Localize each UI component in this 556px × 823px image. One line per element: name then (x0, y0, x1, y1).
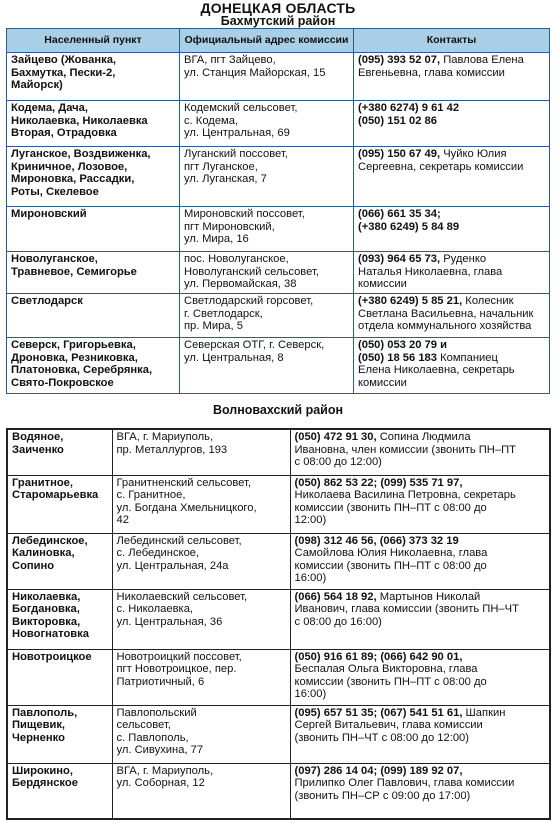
address-line: ВГА, пгт Зайцево, (184, 54, 276, 66)
place-line: Кодема, Дача, (11, 102, 88, 114)
contact-line: Николаева Василина Петровна, секретарь (294, 489, 516, 502)
address-line: с. Лебединское, (116, 547, 200, 560)
contact-line: 16:00) (294, 688, 327, 701)
place-line: Северск, Григорьевка, (11, 339, 136, 351)
phone-number: (050) 862 53 22; (099) 535 71 97, (294, 476, 463, 489)
place-cell (7, 705, 112, 763)
phone-number: (095) 657 51 35; (067) 541 51 61, (294, 706, 463, 719)
contact-line: комиссии (358, 278, 407, 291)
address-line: пр. Металлургов, 193 (116, 443, 228, 456)
address-line: Гранитненский сельсовет, (116, 476, 251, 489)
address-cell (112, 429, 290, 475)
contact-line: с 08:00 до 12:00) (294, 456, 382, 469)
address-line: пгт Новотроицкое, пер. (116, 663, 237, 676)
contact-line: комиссии (звонить ПН–ПТ с 08:00 до (294, 559, 487, 572)
contact-cell (290, 763, 550, 819)
address-line: Новотроицкий поссовет, (116, 650, 242, 663)
column-header-contacts: Контакты (354, 29, 550, 53)
address-cell (180, 147, 354, 207)
contact-line: Самойлова Юлия Николаевна, глава (294, 547, 488, 560)
contact-line: Елена Николаевна, секретарь (358, 364, 515, 377)
contact-line: с 08:00 до 16:00) (294, 615, 382, 628)
contact-person: Сопина Людмила (376, 431, 471, 443)
place-line: Вторая, Отрадовка (11, 127, 117, 140)
address-line: ул. Станция Майорская, 15 (184, 66, 326, 79)
phone-number: (050) 472 91 30, (294, 431, 377, 443)
place-cell (7, 763, 112, 819)
district-heading-volnovakha: Волновахский район (212, 403, 344, 417)
address-line: ул. Центральная, 36 (116, 615, 223, 628)
contact-line (295, 431, 546, 444)
place-line: Мироновский (11, 208, 87, 220)
place-line: Черненко (12, 731, 65, 744)
table-row (7, 338, 550, 394)
address-cell (112, 705, 290, 763)
contact-line (358, 54, 545, 67)
phone-number: (+380 6274) 9 61 42 (358, 102, 460, 114)
place-cell (7, 101, 180, 147)
phone-number: (050) 151 02 86 (358, 114, 437, 127)
contact-cell (354, 53, 550, 101)
place-line: Роты, Скелевое (11, 185, 99, 198)
place-line: Николаевка, (12, 590, 81, 603)
contact-person: Павлова Елена (440, 54, 524, 66)
address-line: ул. Первомайская, 38 (184, 278, 297, 291)
column-header-place: Населенный пункт (7, 29, 180, 53)
phone-number: (050) 916 61 89; (066) 642 90 01, (294, 650, 463, 663)
contact-line: Сергей Витальевич, глава комиссии (294, 719, 483, 732)
contact-line (358, 352, 545, 365)
place-line: Криничное, Лозовое, (11, 160, 128, 173)
phone-number: (097) 286 14 04; (099) 189 92 07, (294, 764, 463, 777)
contact-line (295, 591, 546, 604)
address-line: Светлодарский горсовет, (184, 295, 314, 307)
place-line: Павлополь, (12, 706, 78, 719)
address-line: 42 (116, 514, 129, 527)
table-row (7, 252, 550, 294)
address-line: ул. Луганская, 7 (184, 173, 267, 186)
table-row (7, 53, 550, 101)
contact-person: Компаниец (437, 351, 498, 364)
address-line: Луганский поссовет, (184, 148, 288, 160)
table-row (7, 589, 550, 649)
table-row (7, 147, 550, 207)
address-line: пгт Луганское, (184, 160, 258, 173)
contact-cell (354, 252, 550, 294)
contact-line: Прилипко Олег Павлович, глава комиссии (294, 777, 515, 790)
address-cell (112, 475, 290, 533)
contact-line: комиссии (звонить ПН–ПТ с 08:00 до (294, 675, 487, 688)
contact-line: Иванович, глава комиссии (звонить ПН–ЧТ (294, 603, 519, 616)
address-line: Северская ОТГ, г. Северск, (184, 339, 325, 351)
contact-line: Сергеевна, секретарь комиссии (358, 160, 524, 173)
place-cell (7, 533, 112, 589)
place-line: Платоновка, Серебрянка, (11, 364, 153, 377)
contact-line: комиссии (звонить ПН–ПТ с 08:00 до (294, 501, 487, 514)
place-line: Старомарьевка (12, 489, 99, 502)
address-line: ул. Богдана Хмельницкого, (116, 501, 257, 514)
table-row (7, 475, 550, 533)
address-cell (180, 207, 354, 252)
phone-number: (+380 6249) 5 85 21, (358, 295, 463, 307)
table-row (7, 429, 550, 475)
address-line: Новолуганский сельсовет, (184, 265, 319, 278)
address-line: Кодемский сельсовет, (184, 102, 298, 114)
contact-cell (290, 533, 550, 589)
contact-line: Беспалая Ольга Викторовна, глава (294, 663, 478, 676)
phone-number: (095) 150 67 49, (358, 148, 441, 160)
contact-cell (354, 294, 550, 338)
contact-person: Мартынов Николай (376, 590, 481, 603)
table-row (7, 649, 550, 705)
contact-person: Колесник (462, 295, 514, 307)
contact-line (358, 253, 545, 266)
contact-line: Ивановна, член комиссии (звонить ПН–ПТ (294, 443, 516, 456)
table-row (7, 763, 550, 819)
contact-person: Чуйко Юлия (440, 148, 507, 160)
address-line: Лебединский сельсовет, (116, 534, 242, 547)
phone-number: (050) 053 20 79 и (358, 339, 447, 351)
place-cell (7, 294, 180, 338)
contact-line: (звонить ПН–ЧТ с 08:00 до 12:00) (294, 731, 470, 744)
address-line: с. Николаевка, (116, 603, 194, 616)
contact-line (295, 707, 546, 720)
contact-line: 12:00) (294, 514, 327, 527)
table-row (7, 705, 550, 763)
place-line: Мироновка, Рассадки, (11, 173, 135, 186)
column-header-address: Официальный адрес комиссии (180, 29, 354, 53)
phone-number: (095) 393 52 07, (358, 54, 441, 66)
place-line: Николаевка, Николаевка (11, 114, 148, 127)
place-cell (7, 147, 180, 207)
contact-line: отдела коммунального хозяйства (358, 320, 532, 333)
address-line: с. Кодема, (184, 114, 239, 127)
address-line: ул. Сивухина, 77 (116, 744, 204, 757)
address-line: Мироновский поссовет, (184, 208, 305, 220)
address-line: ул. Центральная, 8 (184, 351, 284, 364)
address-cell (112, 763, 290, 819)
address-cell (112, 649, 290, 705)
place-line: Зайцево (Жованка, (11, 54, 117, 66)
address-line: сельсовет, (116, 719, 171, 732)
address-line: Павлопольский (116, 706, 197, 719)
place-cell (7, 53, 180, 101)
contact-line: 16:00) (294, 572, 327, 585)
phone-number: (093) 964 65 73, (358, 253, 441, 265)
address-cell (180, 252, 354, 294)
place-line: Бахмутка, Пески-2, (11, 66, 116, 79)
address-line: ул. Центральная, 24а (116, 559, 229, 572)
place-line: Сопино (12, 559, 55, 572)
place-line: Калиновка, (12, 547, 75, 560)
contact-person: Руденко (440, 253, 487, 265)
place-cell (7, 207, 180, 252)
place-line: Новолуганское, (11, 253, 98, 265)
place-line: Широкино, (12, 764, 73, 777)
contact-cell (354, 338, 550, 394)
contact-cell (290, 649, 550, 705)
address-line: пгт Мироновский, (184, 220, 275, 233)
address-line: ул. Центральная, 69 (184, 127, 290, 140)
place-line: Новотроицкое (12, 650, 92, 663)
contact-line (295, 765, 546, 778)
phone-number: (098) 312 46 56, (066) 373 32 19 (294, 534, 459, 547)
contact-cell (354, 101, 550, 147)
table-row (7, 533, 550, 589)
address-line: ВГА, г. Мариуполь, (116, 431, 214, 443)
place-line: Заиченко (12, 443, 64, 456)
phone-number: (050) 18 56 183 (358, 351, 437, 364)
contact-cell (290, 429, 550, 475)
table-row (7, 207, 550, 252)
address-cell (180, 338, 354, 394)
place-line: Пищевик, (12, 719, 66, 732)
place-line: Дроновка, Резниковка, (11, 351, 138, 364)
place-cell (7, 252, 180, 294)
contact-line: комиссии (358, 376, 407, 389)
address-cell (180, 294, 354, 338)
district-heading-bakhmut: Бахмутский район (220, 14, 336, 28)
contact-line (295, 651, 546, 664)
address-line: пос. Новолуганское, (184, 253, 289, 265)
contact-line (358, 295, 545, 308)
contact-cell (354, 147, 550, 207)
address-line: с. Гранитное, (116, 489, 186, 502)
address-cell (112, 533, 290, 589)
phone-number: (066) 564 18 92, (294, 590, 377, 603)
place-cell (7, 429, 112, 475)
contact-cell (354, 207, 550, 252)
place-line: Бердянское (12, 777, 78, 790)
place-line: Светлодарск (11, 295, 83, 307)
address-cell (180, 101, 354, 147)
place-line: Гранитное, (12, 476, 74, 489)
place-line: Водяное, (12, 431, 64, 443)
place-line: Свято-Покровское (11, 376, 114, 389)
address-line: Николаевский сельсовет, (116, 590, 248, 603)
place-cell (7, 649, 112, 705)
place-cell (7, 589, 112, 649)
address-line: с. Павлополь, (116, 731, 189, 744)
address-cell (112, 589, 290, 649)
place-cell (7, 475, 112, 533)
contact-cell (290, 475, 550, 533)
page-title: ДОНЕЦКАЯ ОБЛАСТЬ (200, 0, 356, 16)
contact-line: Наталья Николаевна, глава (358, 265, 503, 278)
contact-person: Шапкин (462, 706, 506, 719)
place-line: Майорск) (11, 79, 63, 92)
contact-line (295, 535, 546, 548)
contact-line: (звонить ПН–СР с 09:00 до 17:00) (294, 789, 471, 802)
contact-line (358, 148, 545, 161)
table-row (7, 294, 550, 338)
phone-number: (+380 6249) 5 84 89 (358, 220, 460, 233)
contact-line: Светлана Васильевна, начальник (358, 307, 534, 320)
table-row (7, 101, 550, 147)
contact-line: Евгеньевна, глава комиссии (358, 66, 505, 79)
contact-cell (290, 589, 550, 649)
place-line: Новогнатовка (12, 628, 89, 641)
place-line: Богдановка, (12, 603, 80, 616)
phone-number: (066) 661 35 34; (358, 208, 441, 220)
contact-cell (290, 705, 550, 763)
place-line: Лебединское, (12, 534, 88, 547)
address-line: ВГА, г. Мариуполь, (116, 764, 214, 777)
address-line: ул. Мира, 16 (184, 233, 249, 246)
address-line: пр. Мира, 5 (184, 320, 243, 333)
commission-table-bakhmut (6, 28, 550, 394)
place-line: Луганское, Воздвиженка, (11, 148, 151, 160)
contact-line (295, 477, 546, 490)
address-line: Патриотичный, 6 (116, 675, 205, 688)
address-line: ул. Соборная, 12 (116, 777, 205, 790)
place-cell (7, 338, 180, 394)
place-line: Травневое, Семигорье (11, 265, 137, 278)
place-line: Викторовка, (12, 615, 81, 628)
commission-table-volnovakha (6, 428, 551, 820)
address-cell (180, 53, 354, 101)
address-line: г. Светлодарск, (184, 307, 263, 320)
